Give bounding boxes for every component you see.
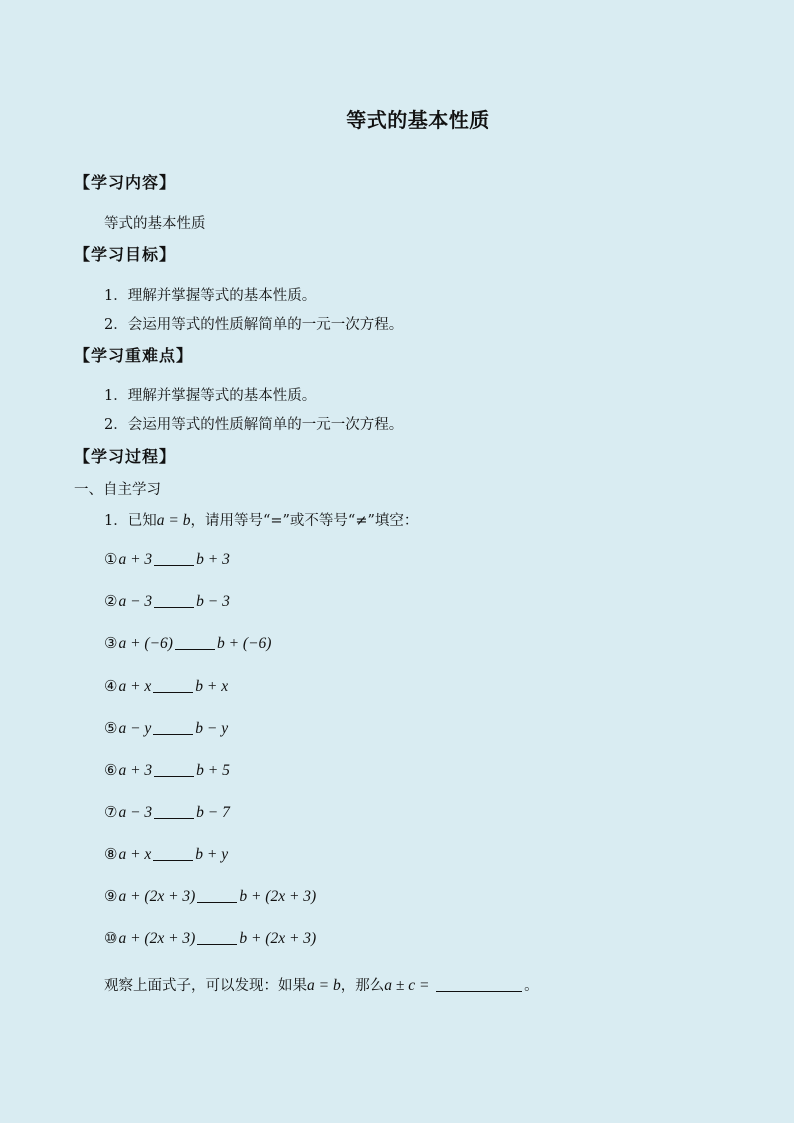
exercise-item — [104, 803, 230, 822]
section-heading-process: 【学习过程】 — [74, 447, 177, 466]
exercise-item — [104, 592, 230, 611]
answer-blank[interactable] — [153, 846, 193, 861]
left-expression: a + 3 — [118, 551, 153, 568]
key-point-item: 2．会运用等式的性质解简单的一元一次方程。 — [104, 417, 404, 433]
observation-mid: ，那么 — [340, 978, 385, 994]
right-expression: b + x — [195, 678, 229, 695]
goal-item: 1．理解并掌握等式的基本性质。 — [104, 288, 317, 304]
observation-prefix: 观察上面式子，可以发现：如果 — [104, 978, 307, 994]
exercise-item — [104, 761, 230, 780]
right-expression: b − 3 — [196, 593, 230, 610]
right-expression: b − y — [195, 720, 229, 737]
item-number: ⑧ — [104, 845, 118, 863]
exercise-item — [104, 677, 228, 696]
right-expression: b + (−6) — [216, 635, 272, 652]
observation-condition: a = b — [307, 977, 341, 994]
left-expression: a + x — [118, 678, 152, 695]
exercise-item — [104, 845, 228, 864]
item-number: ⑤ — [104, 719, 118, 737]
item-number: ⑦ — [104, 803, 118, 821]
right-expression: b + (2x + 3) — [239, 930, 317, 947]
item-number: ② — [104, 592, 118, 610]
answer-blank[interactable] — [197, 930, 237, 945]
answer-blank[interactable] — [154, 762, 194, 777]
question-1 — [104, 509, 418, 530]
item-number: ④ — [104, 677, 118, 695]
observation-expression: a ± c = — [384, 977, 430, 994]
answer-blank[interactable] — [154, 593, 194, 608]
left-expression: a + (2x + 3) — [118, 888, 196, 905]
left-expression: a + (2x + 3) — [118, 930, 196, 947]
right-expression: b + 3 — [196, 551, 230, 568]
condition-formula: a = b — [156, 512, 191, 529]
goal-item: 2．会运用等式的性质解简单的一元一次方程。 — [104, 317, 404, 333]
key-point-item: 1．理解并掌握等式的基本性质。 — [104, 388, 317, 404]
subsection-heading: 一、自主学习 — [74, 482, 161, 498]
question-suffix: ，请用等号“=”或不等号“≠”填空： — [190, 513, 419, 529]
right-expression: b − 7 — [196, 804, 230, 821]
section-heading-goals: 【学习目标】 — [74, 245, 177, 264]
item-number: ⑩ — [104, 929, 118, 947]
answer-blank[interactable] — [197, 888, 237, 903]
section-heading-content: 【学习内容】 — [74, 173, 177, 192]
exercise-item — [104, 719, 228, 738]
section-heading-key-points: 【学习重难点】 — [74, 346, 194, 365]
left-expression: a − 3 — [118, 593, 153, 610]
left-expression: a + (−6) — [118, 635, 173, 652]
left-expression: a + 3 — [118, 762, 153, 779]
exercise-item — [104, 929, 316, 948]
exercise-item — [104, 887, 316, 906]
answer-blank[interactable] — [153, 720, 193, 735]
observation-line — [104, 974, 539, 995]
right-expression: b + y — [195, 846, 229, 863]
observation-end: 。 — [524, 978, 539, 994]
item-number: ③ — [104, 634, 118, 652]
right-expression: b + 5 — [196, 762, 230, 779]
answer-blank[interactable] — [175, 635, 215, 650]
left-expression: a − y — [118, 720, 152, 737]
answer-blank[interactable] — [153, 678, 193, 693]
item-number: ⑨ — [104, 887, 118, 905]
answer-blank[interactable] — [154, 551, 194, 566]
exercise-item — [104, 550, 230, 569]
exercise-item — [104, 634, 271, 653]
content-text: 等式的基本性质 — [104, 216, 206, 232]
item-number: ① — [104, 550, 118, 568]
answer-blank[interactable] — [154, 804, 194, 819]
left-expression: a − 3 — [118, 804, 153, 821]
page-title: 等式的基本性质 — [346, 108, 490, 132]
question-prefix: 1．已知 — [104, 513, 157, 529]
right-expression: b + (2x + 3) — [239, 888, 317, 905]
answer-blank[interactable] — [436, 977, 522, 992]
item-number: ⑥ — [104, 761, 118, 779]
left-expression: a + x — [118, 846, 152, 863]
